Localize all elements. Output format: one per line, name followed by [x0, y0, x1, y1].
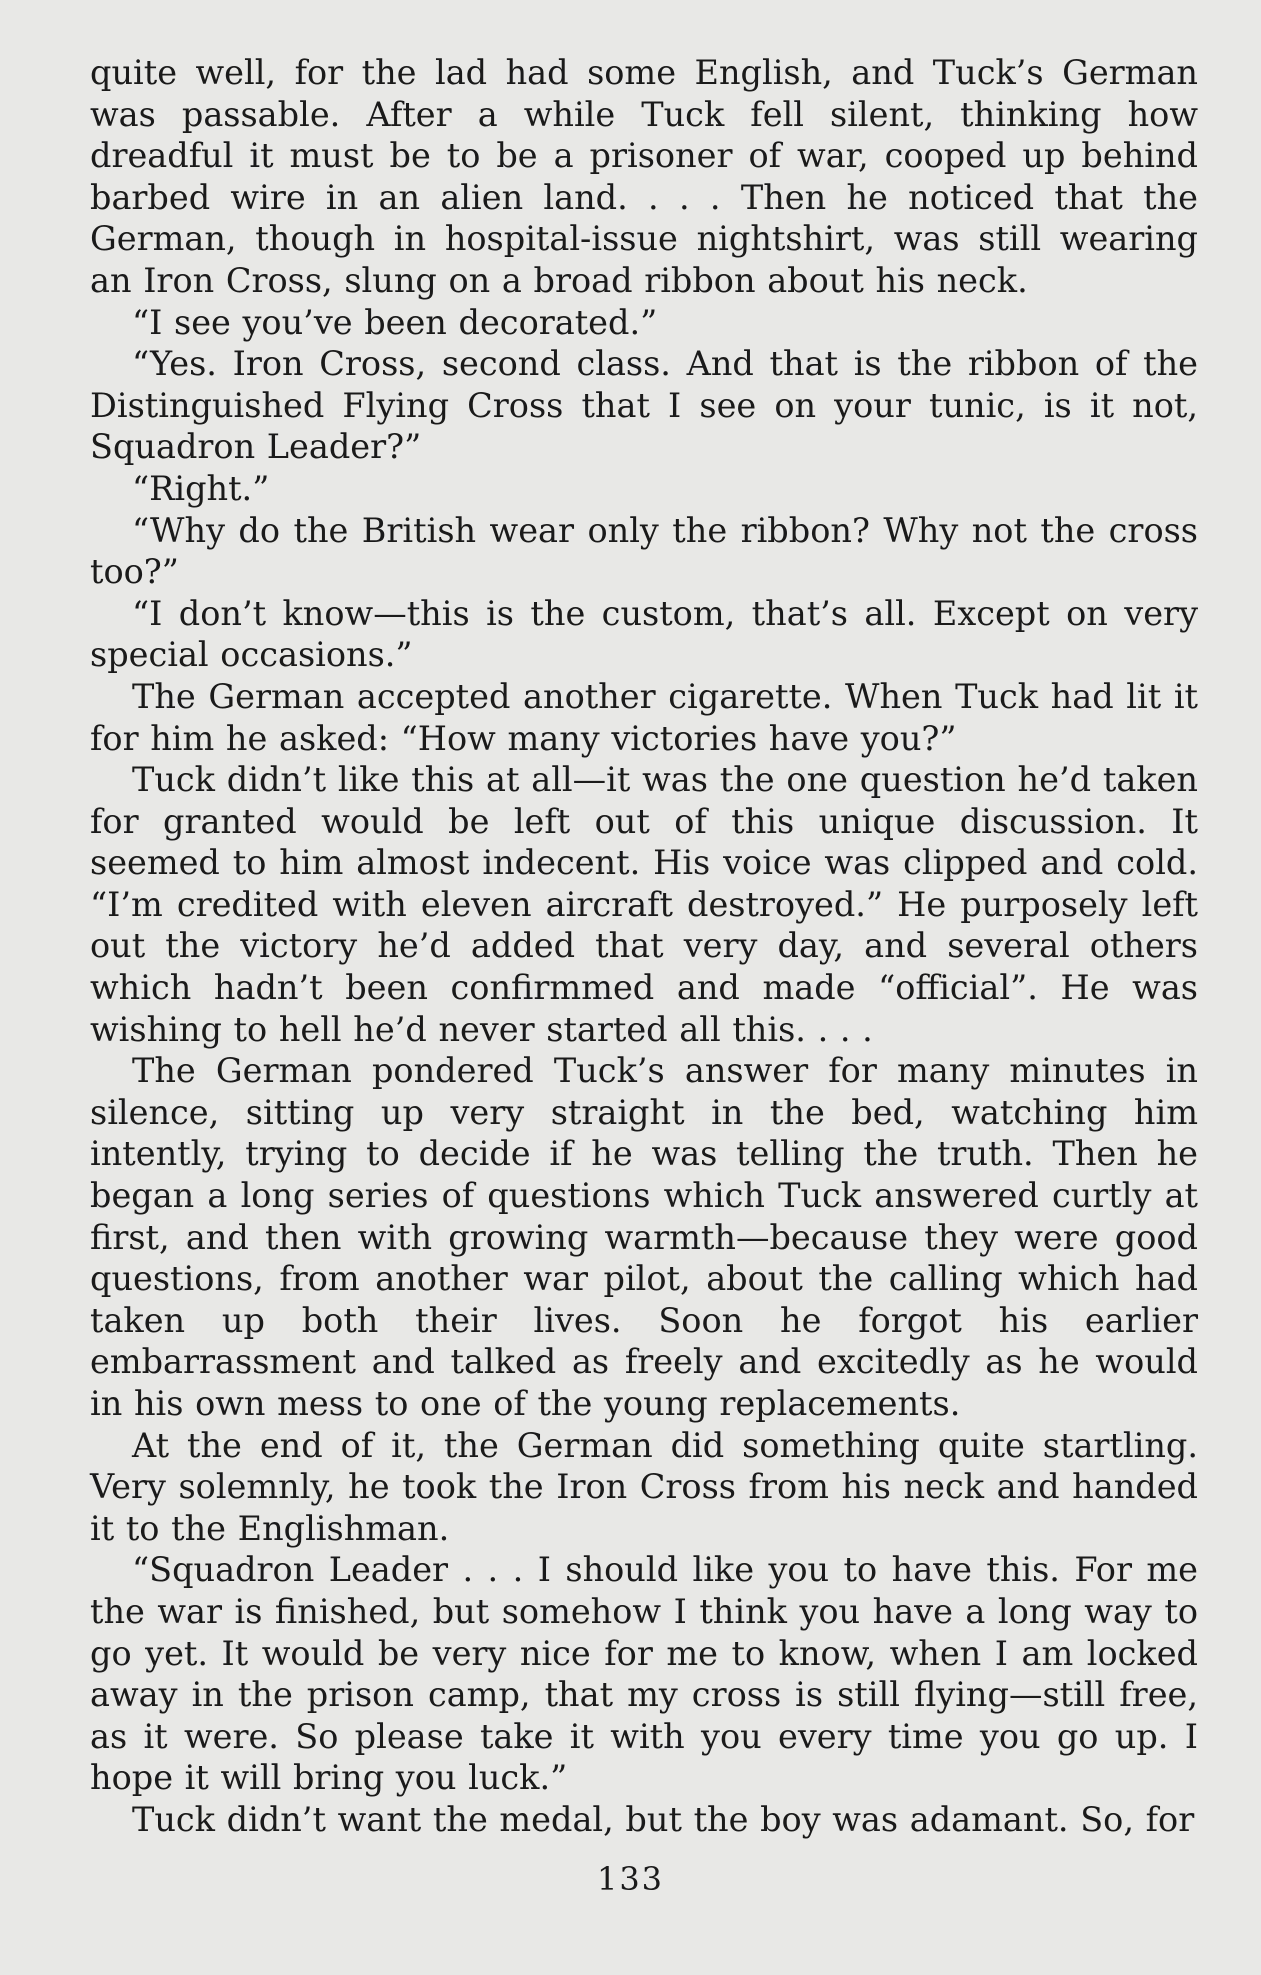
- paragraph-2: “I see you’ve been decorated.”: [132, 302, 658, 342]
- page-number: 133: [596, 1860, 665, 1898]
- paragraph-1: quite well, for the lad had some English, and Tuck’s German was passable. After a while Tuck fell silent, thinking how dreadful it must be to be a prisoner of war, cooped up behind barbed wire in an alien land. . . . Then he noticed that the German, though in hospital-issue nightshirt, was still wearing an Iron Cross, slung on a broad ribbon about his neck.: [90, 53, 1198, 300]
- paragraph-10: At the end of it, the German did something quite startling. Very solemnly, he took the Iron Cross from his neck and handed it to the Englishman.: [90, 1425, 1198, 1548]
- paragraph-9: The German pondered Tuck’s answer for many minutes in silence, sitting up very straight in the bed, watching him intently, trying to decide if he was telling the truth. Then he began a long series of questions which Tuck answered curtly at first, and then with growing warmth—because they were good questions, from another war pilot, about the calling which had taken up both their lives. Soon he forgot his earlier embarrassment and talked as freely and excitedly as he would in his own mess to one of the young replacements.: [90, 1051, 1198, 1423]
- paragraph-11: “Squadron Leader . . . I should like you to have this. For me the war is finished, but somehow I think you have a long way to go yet. It would be very nice for me to know, when I am locked away in the prison camp, that my cross is still flying—still free, as it were. So please take it with you every time you go up. I hope it will bring you luck.”: [90, 1550, 1198, 1798]
- paragraph-12: Tuck didn’t want the medal, but the boy was adamant. So, for: [132, 1799, 1195, 1839]
- paragraph-3: “Yes. Iron Cross, second class. And that is the ribbon of the Distinguished Flying Cross that I see on your tunic, is it not, Squadron Leader?”: [90, 344, 1198, 467]
- paragraph-7: The German accepted another cigarette. When Tuck had lit it for him he asked: “How many victories have you?”: [90, 676, 1198, 758]
- paragraph-5: “Why do the British wear only the ribbon? Why not the cross too?”: [90, 510, 1198, 592]
- paragraph-4: “Right.”: [132, 468, 270, 508]
- body-text: [90, 52, 1198, 1841]
- paragraph-8: Tuck didn’t like this at all—it was the one question he’d taken for granted would be left out of this unique discussion. It seemed to him almost indecent. His voice was clipped and cold. “I’m credited with eleven aircraft destroyed.” He purposely left out the victory he’d added that very day, and several others which hadn’t been confirmmed and made “official”. He was wishing to hell he’d never started all this. . . .: [90, 760, 1198, 1049]
- paragraph-6: “I don’t know—this is the custom, that’s all. Except on very special occasions.”: [90, 593, 1198, 675]
